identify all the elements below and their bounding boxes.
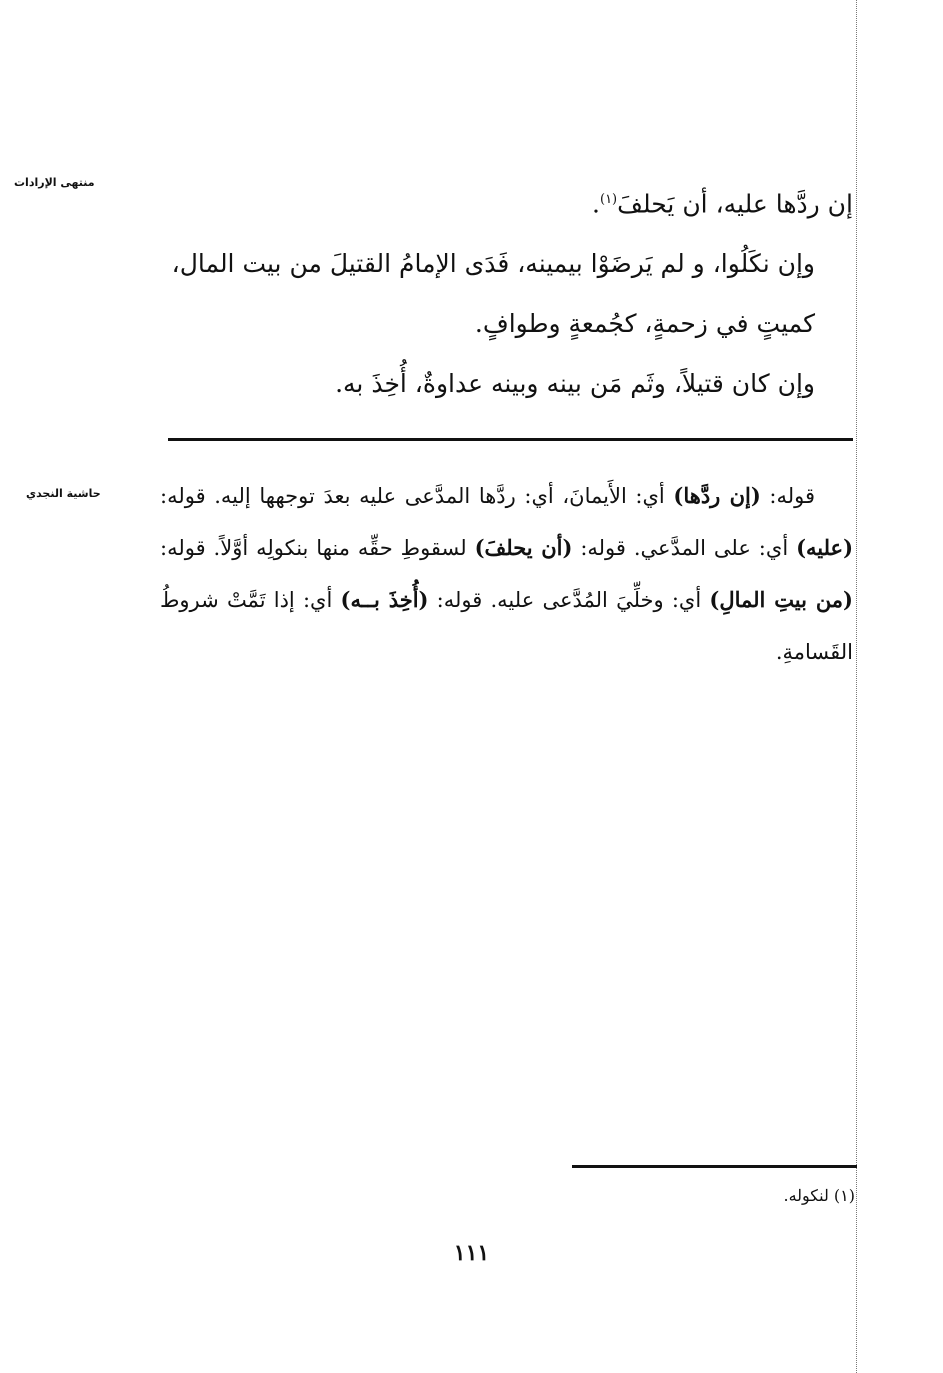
commentary-quote: (أُخِذَ بــه) [340, 587, 429, 612]
commentary-gloss: أي: وخلِّيَ المُدَّعى عليه. [482, 588, 710, 612]
commentary-quote: (أن يحلفَ) [474, 535, 573, 560]
page-number: ١١١ [453, 1240, 490, 1266]
side-label-main-text: منتهى الإرادات [14, 176, 95, 189]
commentary-gloss: أي: إذا تَمَّتْ شروطُ القَسامةِ. [160, 588, 853, 664]
main-text [160, 170, 853, 414]
main-line-1-text: إن ردَّها عليه، أن يَحلفَ [617, 189, 853, 219]
main-paragraph-3: وإن كان قتيلاً، وثَم مَن بينه وبينه عداوةٌ، أُخِذَ به. [335, 369, 815, 399]
commentary-quote: (إن ردَّها) [673, 483, 761, 508]
commentary-label: قوله: [760, 484, 816, 508]
commentary-label: قوله: [572, 536, 626, 560]
commentary-quote: (عليه) [796, 535, 854, 560]
footnote-separator-rule [572, 1165, 857, 1168]
commentary-label: قوله: [428, 588, 483, 612]
commentary-text [160, 470, 853, 678]
main-line-1 [160, 170, 853, 234]
footnote: (١) لنكوله. [783, 1186, 855, 1205]
side-label-commentary: حاشية النجدي [26, 487, 101, 500]
commentary-label: قوله: [160, 536, 206, 560]
main-line-1-end: . [592, 189, 600, 219]
commentary-quote: (من بيتِ المالِ) [709, 587, 853, 612]
commentary-label: قوله: [160, 484, 206, 508]
commentary-gloss: لسقوطِ حقِّه منها بنكولِه أوَّلاً. [205, 536, 475, 560]
main-separator-rule [168, 438, 853, 441]
commentary-body [160, 470, 853, 678]
commentary-gloss: أي: على المدَّعي. [625, 536, 797, 560]
commentary-gloss: أي: الأَيمانَ، أي: ردَّها المدَّعى عليه بعدَ توجهها إليه. [205, 484, 674, 508]
footnote-marker: (١) [599, 192, 618, 207]
main-paragraph-2: وإن نكَلُوا، و لم يَرضَوْا بيمينه، فَدَى الإمامُ القتيلَ من بيت المال، كميتٍ في زحمةٍ، كجُمعةٍ وطوافٍ. [171, 249, 815, 339]
